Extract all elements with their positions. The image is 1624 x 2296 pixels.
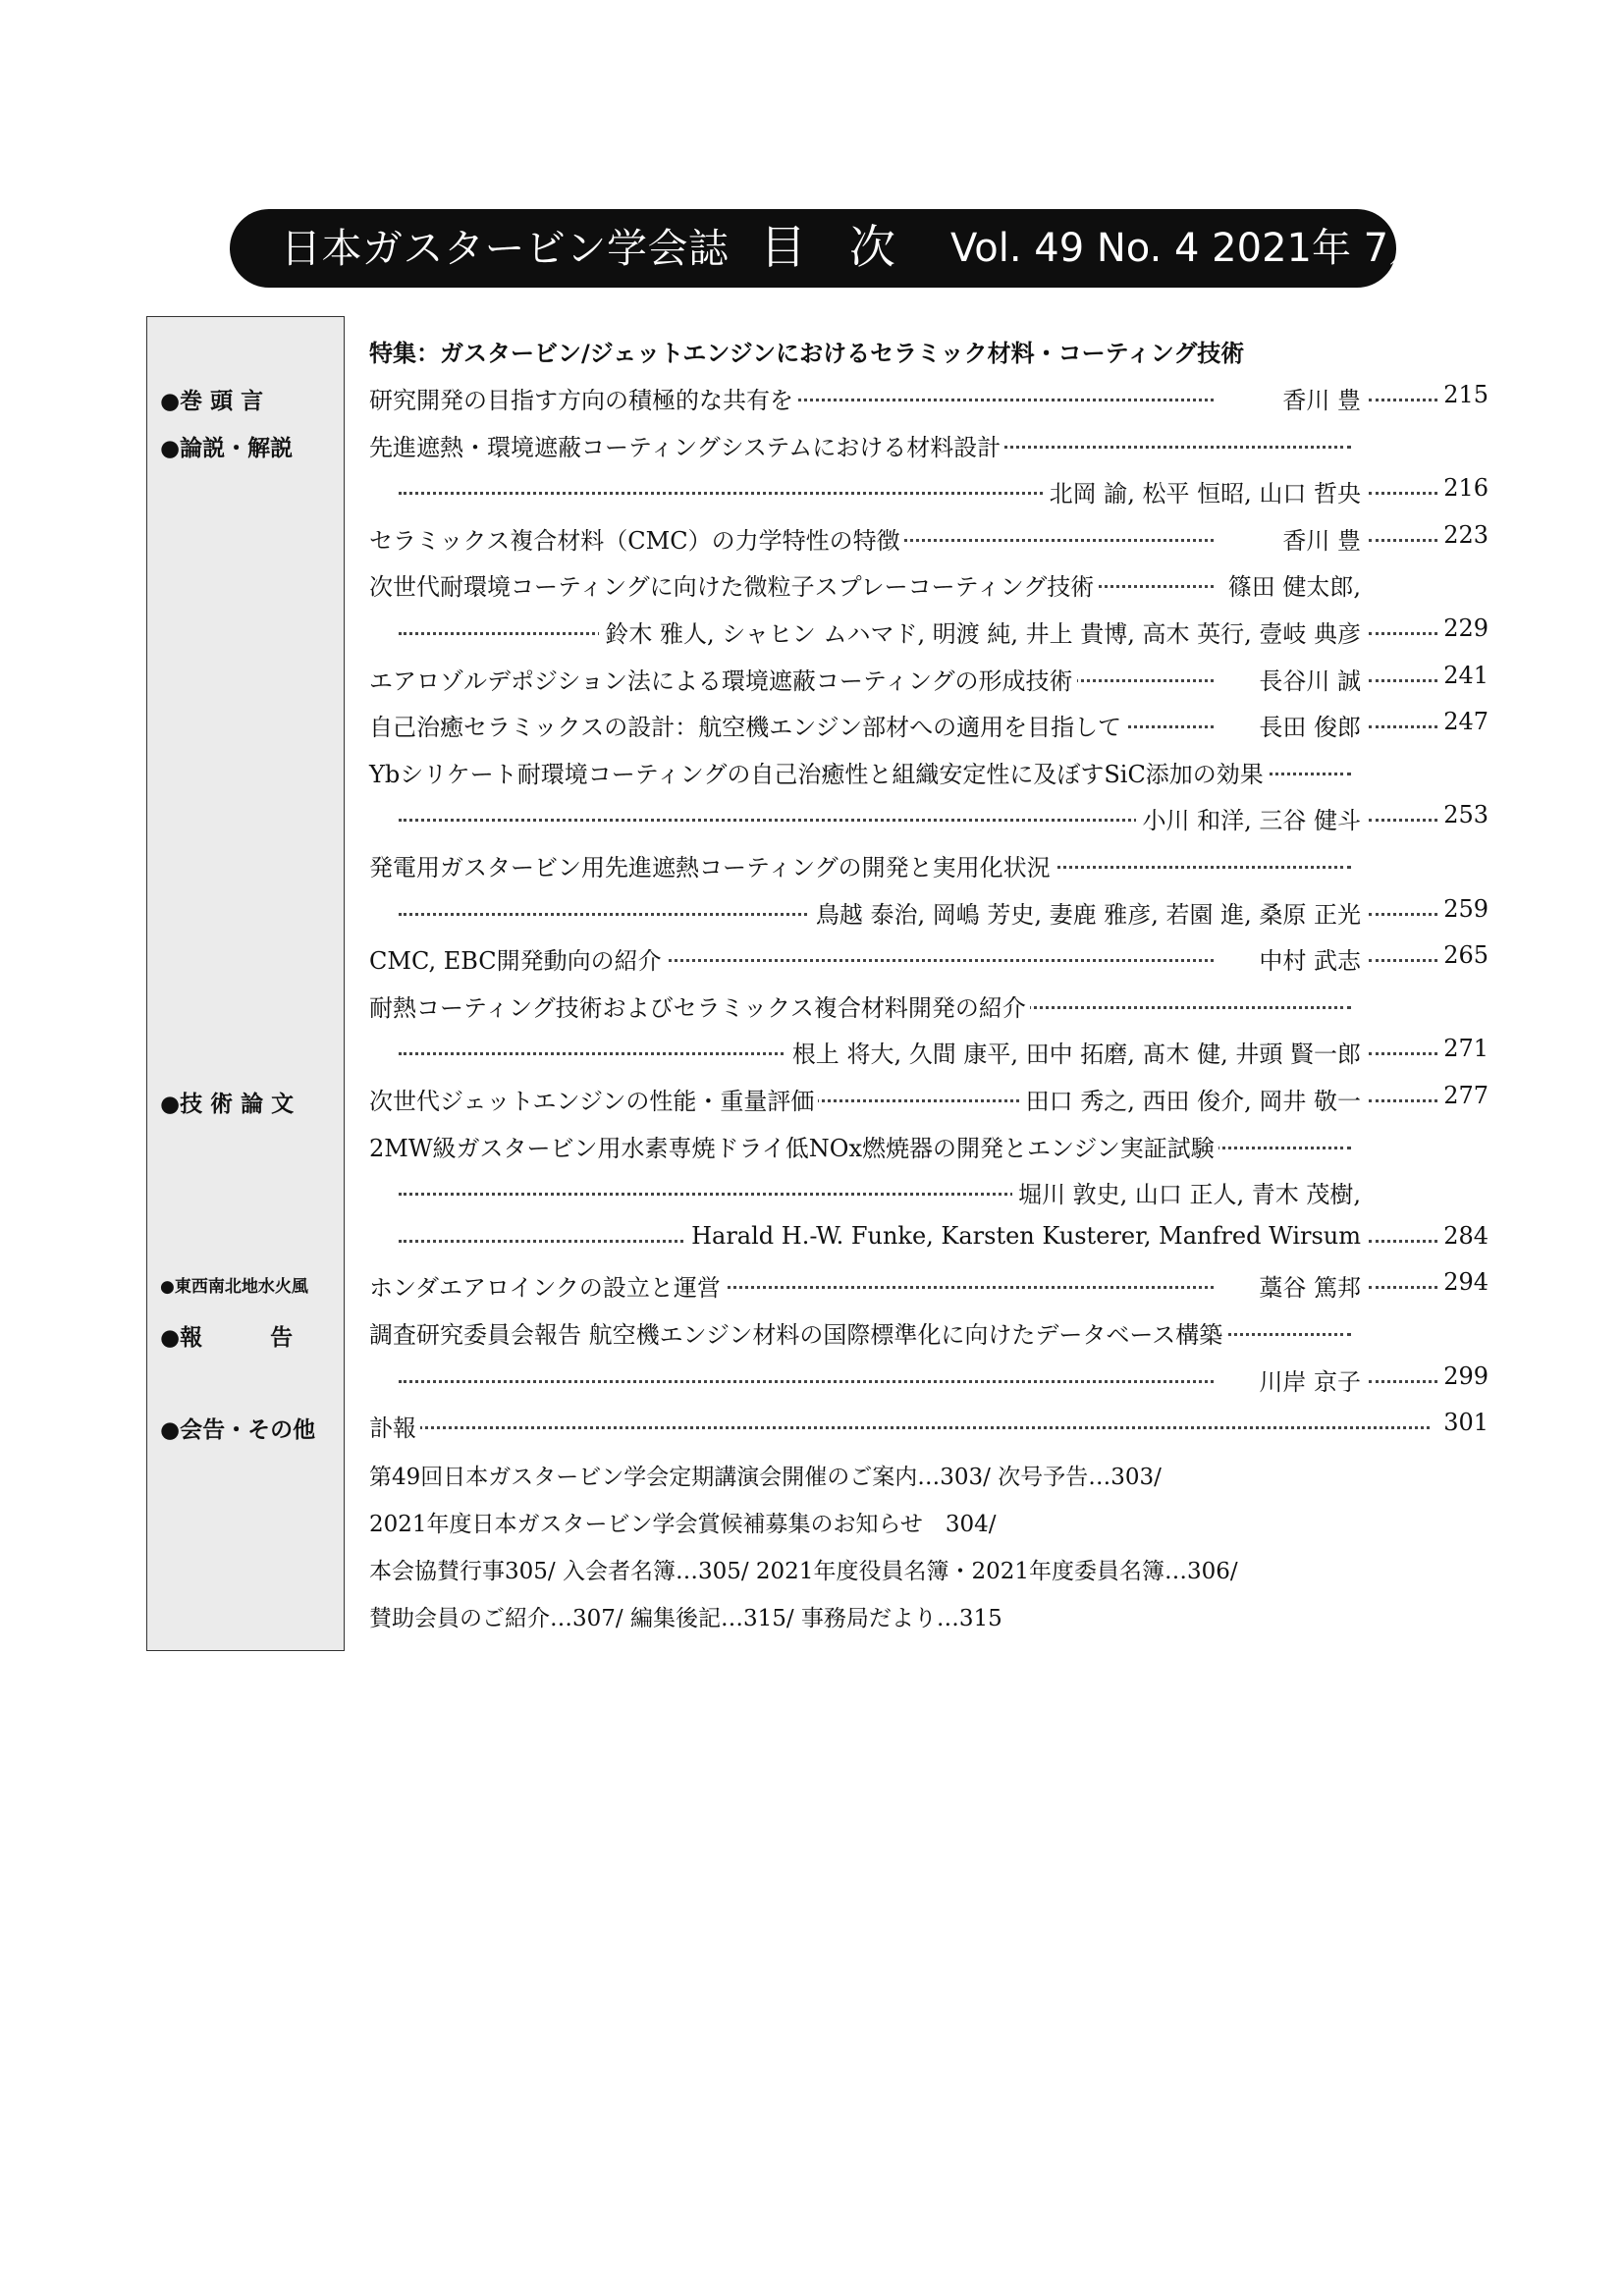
toc-entry [369,799,1489,838]
entry-authors: 篠田 健太郎, [1222,567,1361,602]
section-tozai: ●東西南北地水火風 [160,1277,308,1297]
entry-page: 223 [1443,521,1489,549]
entry-authors: 鈴木 雅人, シャヒン ムハマド, 明渡 純, 井上 貴博, 高木 英行, 壹岐 典彦 [599,614,1361,649]
entry-page: 216 [1443,474,1489,502]
entry-authors: 北岡 諭, 松平 恒昭, 山口 哲央 [1044,474,1361,508]
entry-title: 訃報 [369,1409,420,1443]
special-feature-heading: 特集：ガスタービン/ジェットエンジンにおけるセラミック材料・コーティング技術 [369,340,1245,367]
toc-entry [369,753,1489,792]
section-kantogen: ●巻 頭 言 [160,389,264,414]
journal-title: 日本ガスタービン学会誌 [281,225,730,272]
section-sidebar [146,316,345,1651]
entry-authors: 堀川 敦史, 山口 正人, 青木 茂樹, [1012,1175,1361,1209]
toc-entry [369,1407,1489,1446]
entry-authors: 田口 秀之, 西田 俊介, 岡井 敬一 [1020,1082,1361,1116]
toc-entry [369,426,1489,465]
entry-title: 調査研究委員会報告 航空機エンジン材料の国際標準化に向けたデータベース構築 [369,1315,1226,1350]
entry-title: 次世代耐環境コーティングに向けた微粒子スプレーコーティング技術 [369,567,1098,602]
entry-page: 259 [1443,895,1489,923]
entry-title: ホンダエアロインクの設立と運営 [369,1268,725,1303]
entry-page: 241 [1443,662,1489,689]
entry-page: 265 [1443,941,1489,969]
section-hokoku: ●報 告 [160,1325,294,1351]
toc-entry [369,660,1489,699]
entry-authors: 長谷川 誠 [1253,662,1361,696]
entry-page: 271 [1443,1035,1489,1062]
entry-page: 253 [1443,801,1489,828]
entry-authors: 香川 豊 [1276,381,1361,415]
toc-entry [369,893,1489,933]
toc-entry [369,379,1489,418]
entry-page: 215 [1443,381,1489,408]
entry-authors: 藁谷 篤邦 [1253,1268,1361,1303]
entry-page: 277 [1443,1082,1489,1109]
toc-entry [369,1361,1489,1400]
misc-line: 本会協賛行事305/ 入会者名簿…305/ 2021年度役員名簿・2021年度委員名簿…306/ [369,1559,1238,1584]
misc-line: 賛助会員のご紹介…307/ 編集後記…315/ 事務局だより…315 [369,1606,1002,1631]
leader-dots [399,819,1214,822]
entry-title: エアロゾルデポジション法による環境遮蔽コーティングの形成技術 [369,662,1077,696]
leader-dots [408,1426,1430,1429]
toc-entry [369,706,1489,745]
entry-title: 2MW級ガスタービン用水素専焼ドライ低NOx燃焼器の開発とエンジン実証試験 [369,1129,1218,1163]
entry-title: Ybシリケート耐環境コーティングの自己治癒性と組織安定性に及ぼすSiC添加の効果 [369,755,1268,789]
toc-entry [369,1173,1489,1212]
entry-page: 301 [1443,1409,1489,1436]
section-kaikoku: ●会告・その他 [160,1417,316,1443]
toc-entry [369,565,1489,605]
entry-title: セラミックス複合材料（CMC）の力学特性の特徴 [369,521,904,556]
entry-page: 294 [1443,1268,1489,1296]
contents-heading: 目次 [760,221,939,275]
section-ronsetsu: ●論説・解説 [160,436,294,461]
toc-entry [369,1080,1489,1119]
toc-entry [369,613,1489,652]
entry-authors: 小川 和洋, 三谷 健斗 [1136,801,1361,835]
entry-authors: Harald H.-W. Funke, Karsten Kusterer, Manfred Wirsum [685,1222,1361,1250]
toc-entry [369,472,1489,511]
entry-page: 299 [1443,1362,1489,1390]
toc-entry [369,846,1489,885]
toc-entry [369,519,1489,559]
leader-dots [399,1380,1214,1383]
issue-banner [230,209,1429,288]
entry-authors: 川岸 京子 [1253,1362,1361,1397]
toc-entry [369,987,1489,1026]
section-gijutsu: ●技 術 論 文 [160,1092,295,1117]
toc-entry [369,939,1489,979]
entry-title: 研究開発の目指す方向の積極的な共有を [369,381,797,415]
entry-authors: 香川 豊 [1276,521,1361,556]
entry-title: 自己治癒セラミックスの設計：航空機エンジン部材への適用を目指して [369,708,1125,742]
entry-authors: 長田 俊郎 [1253,708,1361,742]
toc-entry [369,1033,1489,1072]
entry-authors: 根上 将大, 久間 康平, 田中 拓磨, 髙木 健, 井頭 賢一郎 [786,1035,1361,1069]
toc-entry [369,1266,1489,1306]
volume-issue-date: Vol. 49 No. 4 2021年 7月 [950,226,1429,271]
toc-entry [369,1127,1489,1166]
entry-page: 284 [1443,1222,1489,1250]
entry-title: 先進遮熱・環境遮蔽コーティングシステムにおける材料設計 [369,428,1004,462]
entry-title: 耐熱コーティング技術およびセラミックス複合材料開発の紹介 [369,988,1030,1023]
toc-entry [369,1313,1489,1353]
toc-entry [369,1220,1489,1259]
entry-authors: 鳥越 泰治, 岡嶋 芳史, 妻鹿 雅彦, 若園 進, 桑原 正光 [810,895,1361,930]
misc-line: 第49回日本ガスタービン学会定期講演会開催のご案内…303/ 次号予告…303/ [369,1465,1162,1490]
entry-page: 247 [1443,708,1489,735]
entry-authors: 中村 武志 [1253,941,1361,976]
entry-title: 次世代ジェットエンジンの性能・重量評価 [369,1082,818,1116]
entry-title: 発電用ガスタービン用先進遮熱コーティングの開発と実用化状況 [369,848,1055,882]
entry-page: 229 [1443,614,1489,642]
misc-line: 2021年度日本ガスタービン学会賞候補募集のお知らせ 304/ [369,1512,997,1537]
entry-title: CMC, EBC開発動向の紹介 [369,941,666,976]
